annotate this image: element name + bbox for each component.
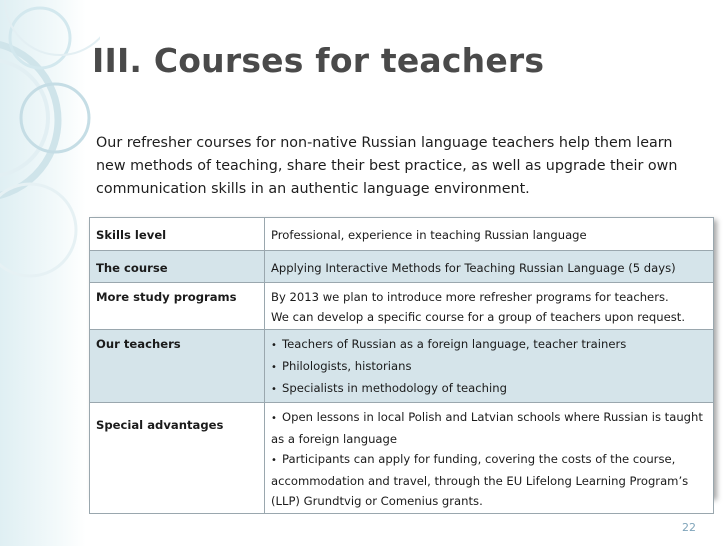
list-item: Participants can apply for funding, covering the costs of the course,	[282, 452, 676, 466]
decorative-circles	[0, 0, 100, 546]
row-label: Skills level	[90, 218, 265, 251]
page-number: 22	[682, 521, 696, 534]
intro-line: communication skills in an authentic language environment.	[96, 181, 530, 197]
table-row	[90, 330, 714, 403]
bullet-icon: •	[271, 413, 277, 424]
bullet-icon: •	[271, 362, 277, 373]
table-row	[90, 251, 714, 283]
table-row	[90, 218, 714, 251]
list-item: Open lessons in local Polish and Latvian schools where Russian is taught	[282, 410, 703, 424]
row-value	[265, 330, 714, 403]
bullet-icon: •	[271, 384, 277, 395]
bullet-icon: •	[271, 455, 277, 466]
row-label: Special advantages	[90, 403, 265, 514]
table-row	[90, 283, 714, 330]
row-label: More study programs	[90, 283, 265, 330]
row-value: Applying Interactive Methods for Teaching Russian Language (5 days)	[265, 251, 714, 283]
list-item: Teachers of Russian as a foreign language, teacher trainers	[282, 337, 627, 351]
list-item: Philologists, historians	[282, 359, 412, 373]
row-label: Our teachers	[90, 330, 265, 403]
row-value: By 2013 we plan to introduce more refresher programs for teachers. We can develop a specific course for a group of teachers upon request.	[265, 283, 714, 330]
list-item-continuation: as a foreign language	[271, 432, 398, 446]
intro-line: new methods of teaching, share their best practice, as well as upgrade their own	[96, 158, 678, 174]
intro-line: Our refresher courses for non-native Russian language teachers help them learn	[96, 135, 673, 151]
bullet-icon: •	[271, 340, 277, 351]
row-value: Professional, experience in teaching Russian language	[265, 218, 714, 251]
table-row	[90, 403, 714, 514]
list-item-continuation: accommodation and travel, through the EU Lifelong Learning Program’s	[271, 474, 689, 488]
slide-title: III. Courses for teachers	[92, 41, 545, 80]
courses-table	[89, 217, 714, 508]
list-item: Specialists in methodology of teaching	[282, 381, 507, 395]
list-item-continuation: (LLP) Grundtvig or Comenius grants.	[271, 494, 483, 508]
intro-paragraph	[96, 132, 706, 201]
row-label: The course	[90, 251, 265, 283]
row-value	[265, 403, 714, 514]
